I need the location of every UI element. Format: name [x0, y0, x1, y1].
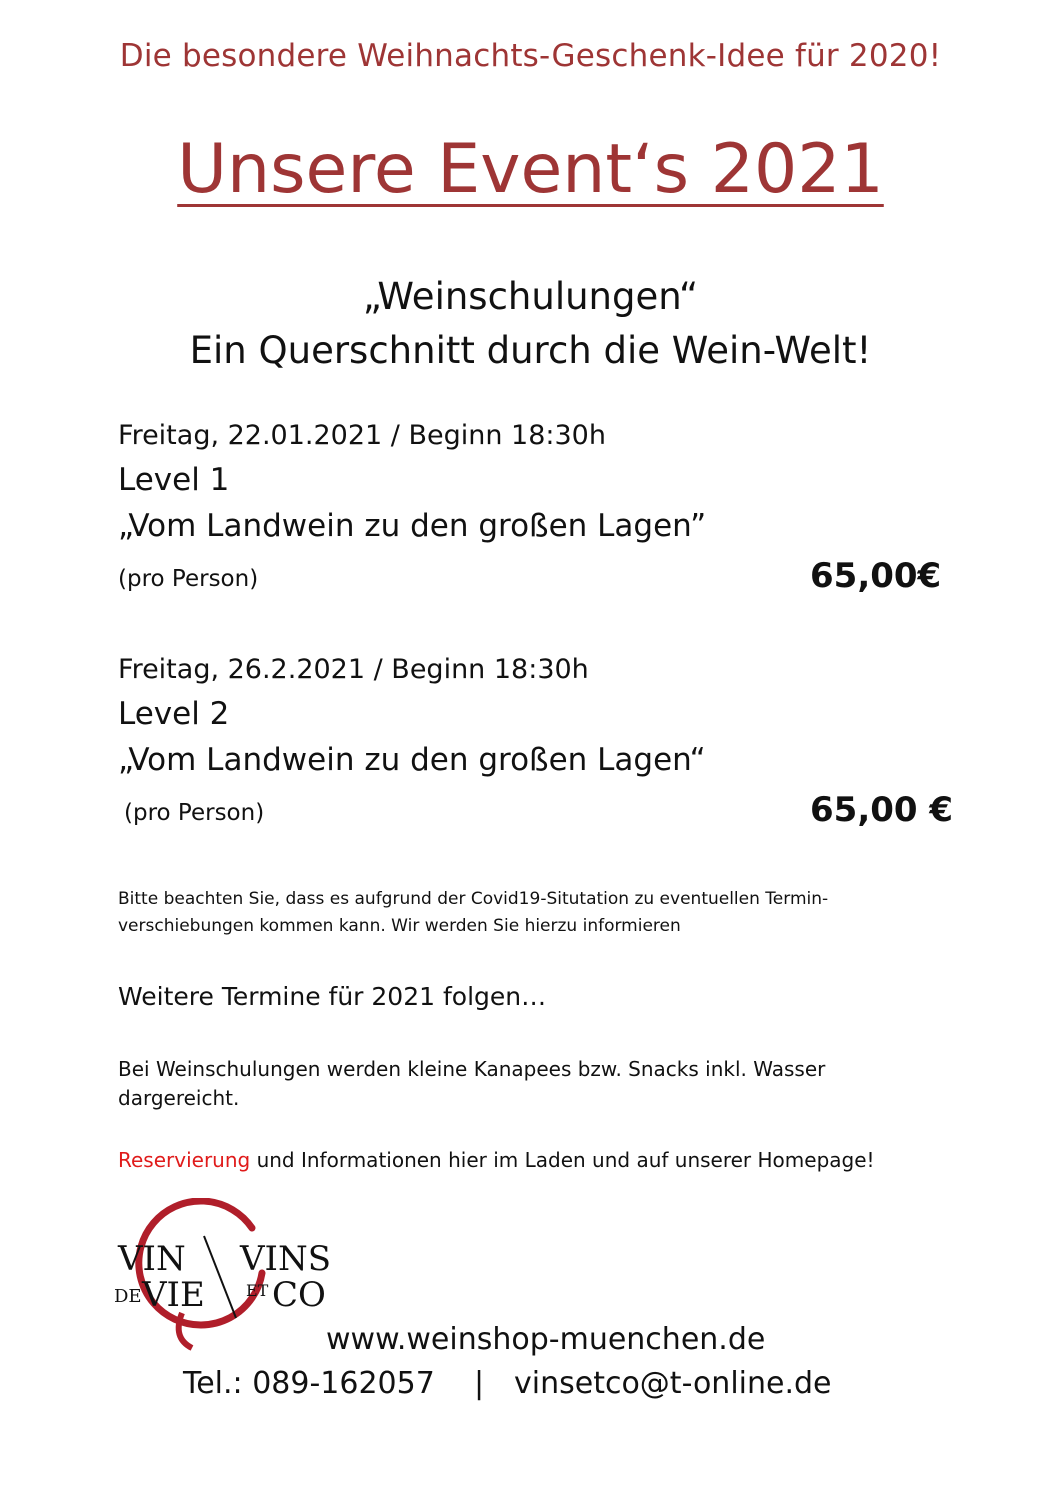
event-2-per-person: (pro Person) — [124, 800, 265, 826]
event-1-level: Level 1 — [118, 462, 230, 498]
logo-de: DE — [114, 1286, 142, 1307]
logo-vin: VIN — [118, 1239, 186, 1279]
website-link[interactable]: www.weinshop-muenchen.de — [326, 1322, 766, 1357]
logo-vie: VIE — [142, 1275, 205, 1315]
logo-wine-drip — [179, 1313, 192, 1348]
more-dates-text: Weitere Termine für 2021 folgen… — [118, 982, 547, 1011]
subtitle-line-2: Ein Querschnitt durch die Wein-Welt! — [189, 329, 872, 372]
phone-number: Tel.: 089-162057 — [183, 1366, 435, 1401]
logo-co: CO — [272, 1275, 326, 1315]
email-link[interactable]: vinsetco@t-online.de — [514, 1366, 832, 1401]
snacks-line-1: Bei Weinschulungen werden kleine Kanapees bzw. Snacks inkl. Wasser — [118, 1057, 826, 1081]
logo-vins: VINS — [240, 1239, 332, 1279]
event-2-date: Freitag, 26.2.2021 / Beginn 18:30h — [118, 654, 589, 685]
reservation-rest: und Informationen hier im Laden und auf unserer Homepage! — [250, 1148, 875, 1172]
logo-slash — [204, 1236, 236, 1318]
event-1-date: Freitag, 22.01.2021 / Beginn 18:30h — [118, 420, 606, 451]
top-line-heading: Die besondere Weihnachts-Geschenk-Idee für 2020! — [119, 38, 942, 74]
snacks-text — [118, 1055, 825, 1113]
event-2-level: Level 2 — [118, 696, 230, 732]
event-1-title: „Vom Landwein zu den großen Lagen” — [118, 508, 707, 544]
event-1-per-person: (pro Person) — [118, 566, 259, 592]
event-subtitle — [0, 270, 1061, 378]
covid-notice — [118, 886, 828, 940]
covid-notice-line-1: Bitte beachten Sie, dass es aufgrund der Covid19-Situtation zu eventuellen Termin- — [118, 889, 829, 909]
snacks-line-2: dargereicht. — [118, 1086, 240, 1110]
contact-separator: | — [474, 1366, 485, 1401]
vins-et-co-logo — [112, 1198, 342, 1358]
event-2-price: 65,00 € — [810, 790, 954, 830]
event-1-price: 65,00€ — [810, 556, 942, 596]
reservation-text — [118, 1146, 875, 1175]
reservation-highlight: Reservierung — [118, 1148, 251, 1172]
subtitle-line-1: „Weinschulungen“ — [362, 275, 699, 318]
covid-notice-line-2: verschiebungen kommen kann. Wir werden Sie hierzu informieren — [118, 916, 681, 936]
page-title: Unsere Event‘s 2021 — [177, 130, 884, 209]
event-2-title: „Vom Landwein zu den großen Lagen“ — [118, 742, 706, 778]
logo-et: ET — [246, 1281, 269, 1300]
